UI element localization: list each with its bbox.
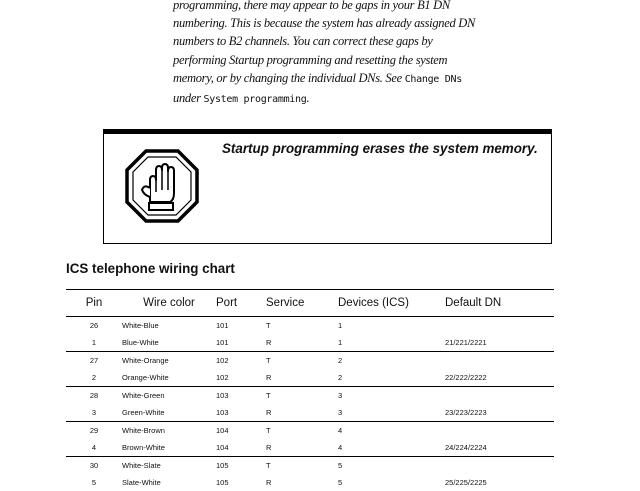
table-row (66, 387, 554, 405)
stop-hand-icon (124, 148, 200, 224)
cell-service: R (266, 439, 338, 457)
cell-devices: 3 (338, 391, 343, 400)
paragraph-line (173, 89, 563, 109)
cell-wire-color: White-Green (122, 391, 165, 400)
column-header-pin: Pin (66, 290, 122, 317)
cell-service: T (266, 391, 271, 400)
cell-port: 101 (216, 321, 229, 330)
cell-port: 102 (216, 356, 229, 365)
cell-service: R (266, 478, 272, 487)
cell-devices: 3 (338, 404, 445, 422)
cell-service: T (266, 321, 271, 330)
cross-reference-change-dns: Change DNs (404, 73, 462, 85)
cell-default-dn (445, 352, 554, 370)
paragraph-line: numbering. This is because the system has already assigned DN (173, 16, 476, 31)
cell-port: 102 (216, 369, 266, 387)
cell-wire-color: White-Slate (122, 461, 161, 470)
section-title: ICS telephone wiring chart (66, 261, 235, 276)
paragraph-line: numbers to B2 channels. You can correct these gaps by (173, 34, 433, 49)
cell-default-dn: 22/222/2222 (445, 369, 554, 387)
table-row (66, 369, 554, 387)
cell-port: 105 (216, 461, 229, 470)
cell-wire-color: Green-White (122, 404, 216, 422)
cell-devices: 2 (338, 356, 343, 365)
column-header-port: Port (216, 290, 266, 317)
column-header-service: Service (266, 290, 338, 317)
paragraph-text: . (306, 91, 310, 106)
cell-default-dn: 24/224/2224 (445, 439, 554, 457)
table-row (66, 334, 554, 352)
column-header-wire-color: Wire color (122, 290, 216, 317)
cell-pin: 2 (66, 369, 122, 387)
cell-pin: 4 (66, 439, 122, 457)
cell-devices: 4 (338, 426, 343, 435)
cell-devices: 4 (338, 439, 445, 457)
cell-devices: 2 (338, 369, 445, 387)
cell-wire-color: Brown-White (122, 439, 216, 457)
cross-reference-system-programming: System programming (203, 94, 307, 106)
cell-wire-color: White-Brown (122, 426, 165, 435)
cell-wire-color: White-Orange (122, 356, 169, 365)
cell-devices: 1 (338, 321, 343, 330)
table-row (66, 439, 554, 457)
table-header-row (66, 290, 554, 317)
cell-service: R (266, 404, 338, 422)
cell-wire-color: Orange-White (122, 369, 216, 387)
table-row (66, 404, 554, 422)
warning-text: Startup programming erases the system memory. (222, 141, 538, 156)
body-paragraph (173, 0, 563, 109)
table-row (66, 422, 554, 440)
table-row (66, 474, 554, 491)
table-row (66, 317, 554, 335)
cell-default-dn: 21/221/2221 (445, 334, 554, 352)
cell-default-dn (445, 317, 554, 335)
cell-default-dn (445, 422, 554, 440)
column-header-devices: Devices (ICS) (338, 290, 445, 317)
paragraph-line (173, 69, 563, 89)
warning-box (103, 129, 552, 244)
cell-service: T (266, 461, 271, 470)
cell-port: 104 (216, 426, 229, 435)
paragraph-line: performing Startup programming and resetting the system (173, 52, 448, 67)
cell-service: R (266, 334, 338, 352)
cell-devices: 1 (338, 334, 445, 352)
cell-service: T (266, 356, 271, 365)
cell-port: 101 (216, 334, 266, 352)
cell-port: 104 (216, 439, 266, 457)
wiring-chart-table (66, 289, 554, 491)
table-row (66, 352, 554, 370)
cell-pin: 26 (89, 321, 99, 330)
cell-wire-color: Slate-White (122, 478, 161, 487)
cell-service: T (266, 426, 271, 435)
cell-port: 103 (216, 404, 266, 422)
table-row (66, 457, 554, 475)
cell-default-dn: 23/223/2223 (445, 404, 554, 422)
column-header-default-dn: Default DN (445, 290, 554, 317)
cell-pin: 27 (89, 356, 99, 365)
cell-wire-color: White-Blue (122, 321, 159, 330)
paragraph-text: memory, or by changing the individual DNs. See (173, 70, 405, 85)
cell-pin: 5 (91, 478, 97, 487)
cell-pin: 1 (66, 334, 122, 352)
cell-wire-color: Blue-White (122, 334, 216, 352)
paragraph-line: programming, there may appear to be gaps in your B1 DN (173, 0, 450, 12)
paragraph-text: under (173, 91, 204, 106)
cell-pin: 30 (89, 461, 99, 470)
cell-service: R (266, 369, 338, 387)
cell-default-dn (445, 457, 554, 475)
cell-pin: 28 (89, 391, 99, 400)
cell-default-dn: 25/225/2225 (445, 478, 487, 487)
cell-default-dn (445, 387, 554, 405)
cell-pin: 3 (66, 404, 122, 422)
cell-port: 105 (216, 478, 229, 487)
cell-pin: 29 (89, 426, 99, 435)
cell-devices: 5 (338, 461, 343, 470)
cell-devices: 5 (338, 478, 343, 487)
cell-port: 103 (216, 391, 229, 400)
